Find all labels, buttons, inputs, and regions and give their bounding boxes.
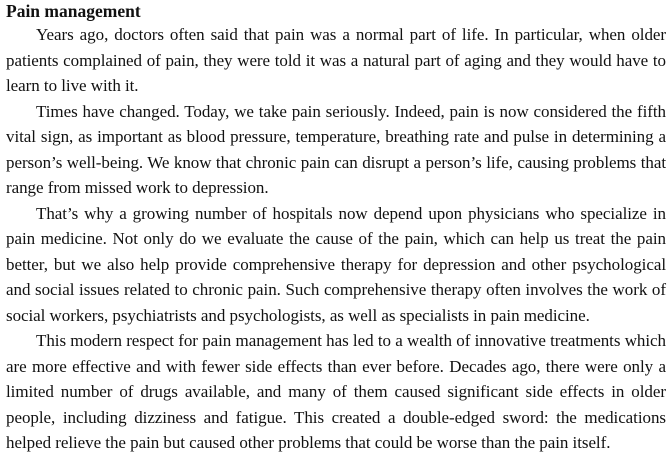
paragraph-4: This modern respect for pain management has led to a wealth of innovative treatments which are more effective and with fewer side effects than ever before. Decades ago, there were only a limited number of drugs available, and many of them caused significant side effects in older people, including dizziness and fatigue. This created a double-edged sword: the medications helped relieve the pain but caused other problems that could be worse than the pain itself. (6, 331, 666, 452)
paragraph-3: That’s why a growing number of hospitals now depend upon physicians who specialize in pain medicine. Not only do we evaluate the cause of the pain, which can help us treat the pain better, but we also help provide comprehensive therapy for depression and other psychological and social issues related to chronic pain. Such comprehensive therapy often involves the work of social workers, psychiatrists and psychologists, as well as specialists in pain medicine. (6, 203, 666, 325)
paragraph-1: Years ago, doctors often said that pain was a normal part of life. In particular, when older patients complained of pain, they were told it was a natural part of aging and they would have to learn to live with it. (6, 25, 666, 95)
document-title: Pain management (6, 1, 141, 21)
paragraph-2: Times have changed. Today, we take pain seriously. Indeed, pain is now considered the fifth vital sign, as important as blood pressure, temperature, breathing rate and pulse in determining a person’s well-being. We know that chronic pain can disrupt a person’s life, causing problems that range from missed work to depression. (6, 101, 666, 197)
